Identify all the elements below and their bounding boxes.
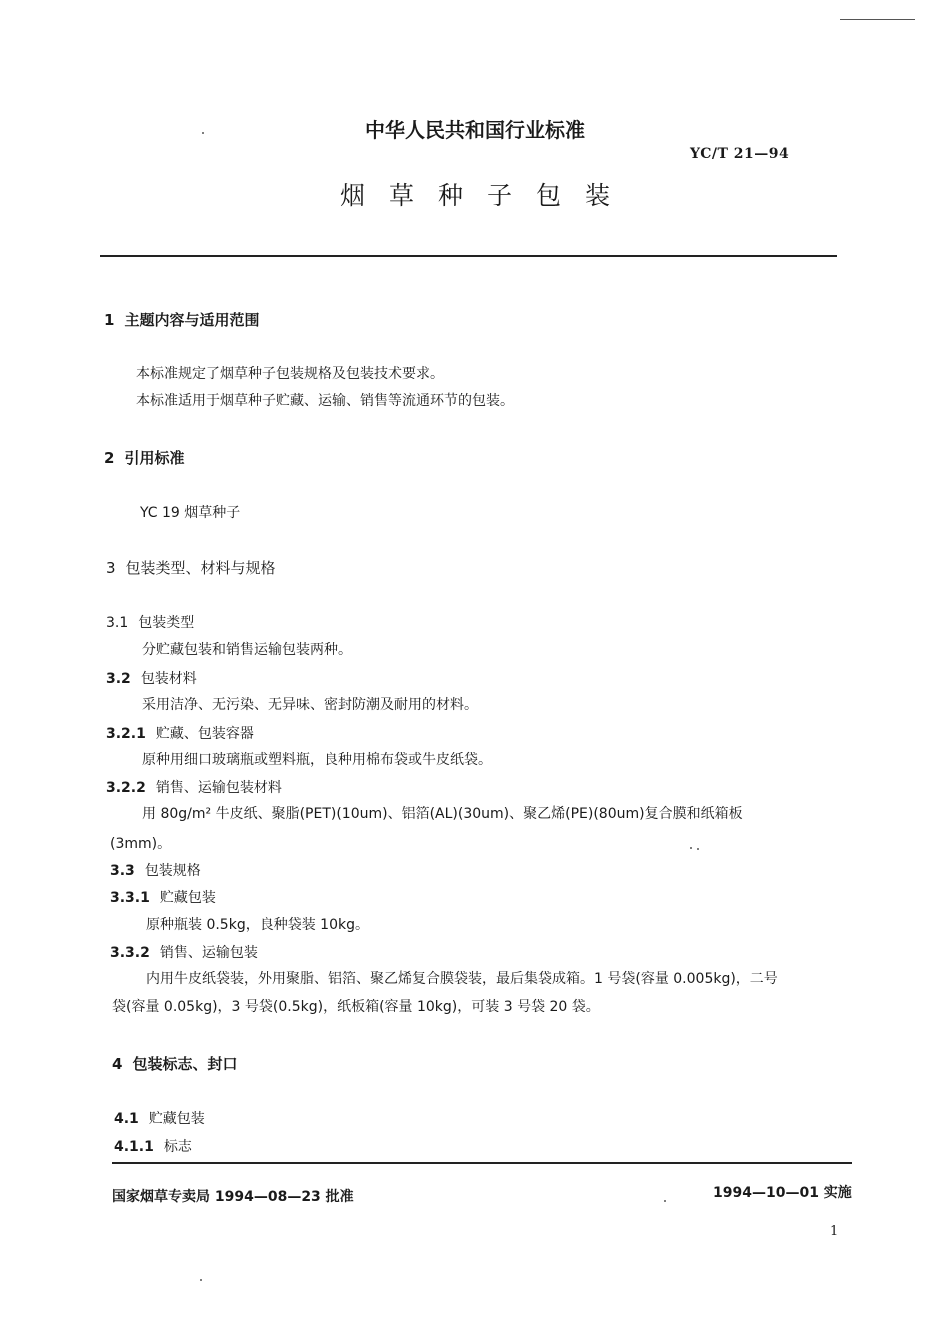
section-title: 贮藏包装 — [159, 890, 216, 906]
section-title: 销售、运输包装材料 — [155, 780, 282, 796]
paragraph-line-2: 袋(容量 0.05kg)，3 号袋(0.5kg)，纸板箱(容量 10kg)，可装 3 号袋 20 袋。 — [112, 999, 600, 1015]
subsection-4-1-heading — [114, 1108, 205, 1128]
paragraph: 分贮藏包装和销售运输包装两种。 — [142, 642, 352, 658]
section-title: 包装规格 — [144, 863, 201, 879]
section-number: 4.1 — [114, 1111, 139, 1127]
subsection-3-1-heading — [106, 612, 194, 632]
section-number: 1 — [104, 311, 115, 329]
scan-speck — [200, 1279, 202, 1281]
subsection-3-2-2-heading — [106, 777, 282, 797]
section-title: 包装类型、材料与规格 — [125, 559, 276, 577]
subsection-3-3-1-heading — [110, 887, 216, 907]
section-3-heading — [106, 557, 276, 578]
section-number: 3.3.1 — [110, 890, 150, 906]
paragraph-line-1: 用 80g/m² 牛皮纸、聚脂(PET)(10um)、铝箔(AL)(30um)、聚乙烯(PE)(80um)复合膜和纸箱板 — [142, 806, 743, 822]
section-number: 3 — [106, 559, 116, 577]
header-rule — [100, 255, 837, 257]
page-number: 1 — [830, 1224, 839, 1239]
section-title: 主题内容与适用范围 — [124, 311, 260, 329]
subsection-3-3-heading — [110, 860, 201, 880]
standard-category-title: 中华人民共和国行业标准 — [365, 118, 585, 142]
section-title: 贮藏、包装容器 — [155, 726, 254, 742]
paragraph: 本标准规定了烟草种子包装规格及包装技术要求。 — [136, 366, 444, 382]
section-title: 包装标志、封口 — [132, 1055, 238, 1073]
section-number: 3.1 — [106, 615, 129, 631]
scan-speck — [202, 132, 204, 134]
section-number: 3.2.2 — [106, 780, 146, 796]
footer-rule — [112, 1162, 852, 1164]
referenced-standard: YC 19 烟草种子 — [140, 505, 241, 521]
subsection-3-2-heading — [106, 668, 197, 688]
approval-line: 国家烟草专卖局 1994—08—23 批准 — [112, 1189, 354, 1205]
section-number: 3.2 — [106, 671, 131, 687]
paragraph: 原种用细口玻璃瓶或塑料瓶，良种用棉布袋或牛皮纸袋。 — [142, 752, 492, 768]
section-number: 3.2.1 — [106, 726, 146, 742]
scan-speck — [690, 847, 692, 849]
paragraph: 原种瓶装 0.5kg，良种袋装 10kg。 — [146, 917, 369, 933]
section-title: 贮藏包装 — [148, 1111, 205, 1127]
section-title: 标志 — [163, 1139, 192, 1155]
section-title: 销售、运输包装 — [159, 945, 258, 961]
paragraph: 采用洁净、无污染、无异味、密封防潮及耐用的材料。 — [142, 697, 478, 713]
paragraph-line-1: 内用牛皮纸袋装，外用聚脂、铝箔、聚乙烯复合膜袋装，最后集袋成箱。1 号袋(容量 0.005kg)，二号 — [146, 971, 778, 987]
section-4-heading — [112, 1053, 237, 1074]
subsection-3-2-1-heading — [106, 723, 254, 743]
section-number: 4.1.1 — [114, 1139, 154, 1155]
section-title: 包装类型 — [138, 615, 195, 631]
section-number: 4 — [112, 1055, 123, 1073]
section-2-heading — [104, 447, 184, 468]
section-title: 包装材料 — [140, 671, 197, 687]
subsection-4-1-1-heading — [114, 1136, 192, 1156]
section-1-heading — [104, 309, 259, 330]
section-number: 3.3 — [110, 863, 135, 879]
section-title: 引用标准 — [124, 449, 185, 467]
standard-code: YC/T 21—94 — [690, 146, 790, 162]
paragraph-line-2: (3mm)。 — [110, 836, 172, 852]
paragraph: 本标准适用于烟草种子贮藏、运输、销售等流通环节的包装。 — [136, 393, 514, 409]
section-number: 2 — [104, 449, 115, 467]
subsection-3-3-2-heading — [110, 942, 258, 962]
document-title: 烟草种子包装 — [339, 181, 634, 210]
top-corner-line — [840, 19, 915, 20]
section-number: 3.3.2 — [110, 945, 150, 961]
scan-speck — [664, 1200, 666, 1202]
effective-date-line: 1994—10—01 实施 — [713, 1185, 852, 1201]
scan-speck — [697, 848, 699, 850]
